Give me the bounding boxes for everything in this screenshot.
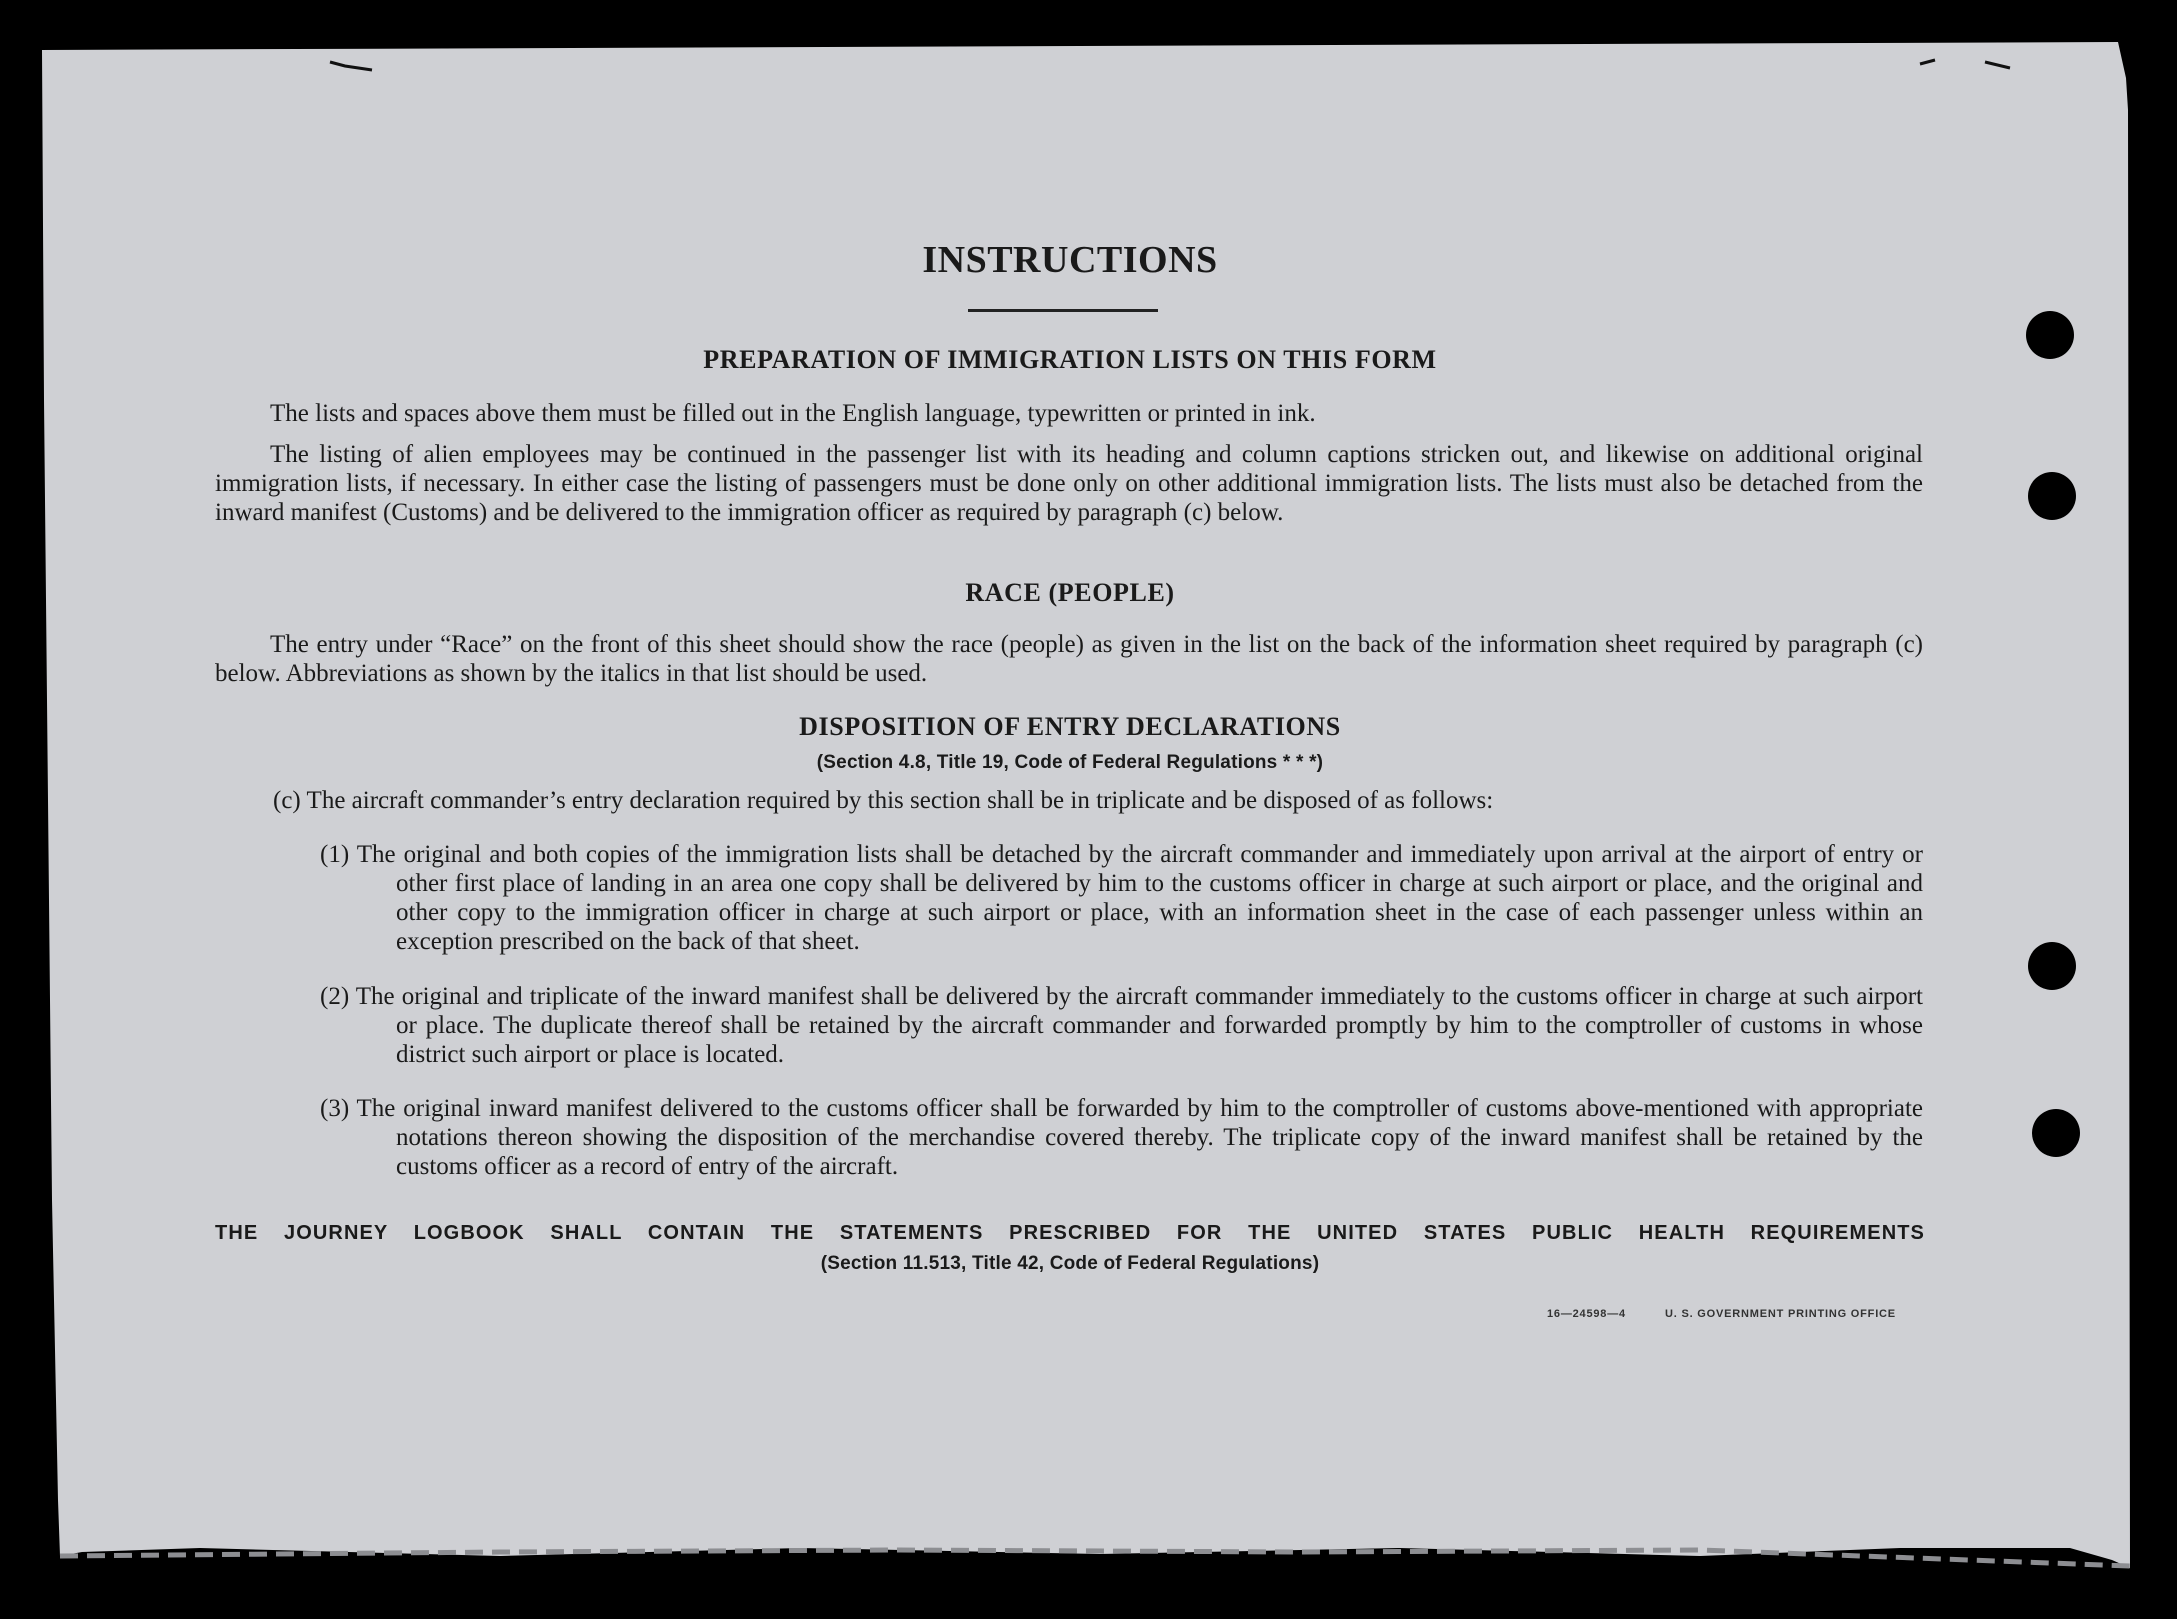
paragraph-language: The lists and spaces above them must be filled out in the English language, typewritten or printed in ink.: [270, 400, 1316, 427]
printer-imprint: U. S. GOVERNMENT PRINTING OFFICE: [1665, 1308, 1896, 1320]
paragraph-alien-employees: The listing of alien employees may be continued in the passenger list with its heading and column captions stricken out, and likewise on additional original immigration lists, if necessary. In either case the listing of passengers must be done only on other additional immigration lists. The lists must also be detached from the inward manifest (Customs) and be delivered to the immigration officer as required by paragraph (c) below.: [215, 441, 1923, 526]
list-item-1: (1) The original and both copies of the immigration lists shall be detached by the aircraft commander and immediately upon arrival at the airport of entry or other first place of landing in an area one copy shall be delivered by him to the customs officer in charge at such airport or place, and the original and other copy to the immigration officer in charge at such airport or place, with an information sheet in the case of each passenger unless within an exception prescribed on the back of that sheet.: [320, 841, 1923, 955]
list-item-2: (2) The original and triplicate of the inward manifest shall be delivered by the aircraft commander immediately to the customs officer in charge at such airport or place. The duplicate thereof shall be retained by the aircraft commander and forwarded promptly by him to the comptroller of customs in whose district such airport or place is located.: [320, 983, 1923, 1068]
section-heading-race: RACE (PEOPLE): [965, 578, 1175, 607]
paragraph-race: The entry under “Race” on the front of this sheet should show the race (people) as given in the list on the back of the information sheet required by paragraph (c) below. Abbreviations as shown by the italics in that list should be used.: [215, 631, 1923, 687]
citation-title-19: (Section 4.8, Title 19, Code of Federal Regulations * * *): [816, 752, 1324, 773]
title-underline: [968, 309, 1158, 312]
footer-citation-title-42: (Section 11.513, Title 42, Code of Federal Regulations): [820, 1253, 1320, 1274]
section-heading-disposition: DISPOSITION OF ENTRY DECLARATIONS: [799, 712, 1341, 741]
section-heading-preparation: PREPARATION OF IMMIGRATION LISTS ON THIS FORM: [703, 345, 1437, 374]
form-number: 16—24598—4: [1547, 1308, 1626, 1320]
paragraph-c-intro: (c) The aircraft commander’s entry declaration required by this section shall be in triplicate and be disposed of as follows:: [273, 787, 1494, 814]
footer-public-health: THE JOURNEY LOGBOOK SHALL CONTAIN THE STATEMENTS PRESCRIBED FOR THE UNITED STATES PUBLIC HEALTH REQUIREMENTS: [215, 1222, 1925, 1244]
page-title: INSTRUCTIONS: [922, 239, 1218, 281]
list-item-3: (3) The original inward manifest delivered to the customs officer shall be forwarded by him to the comptroller of customs above-mentioned with appropriate notations thereon showing the disposition of the merchandise covered thereby. The triplicate copy of the inward manifest shall be retained by the customs officer as a record of entry of the aircraft.: [320, 1095, 1923, 1180]
